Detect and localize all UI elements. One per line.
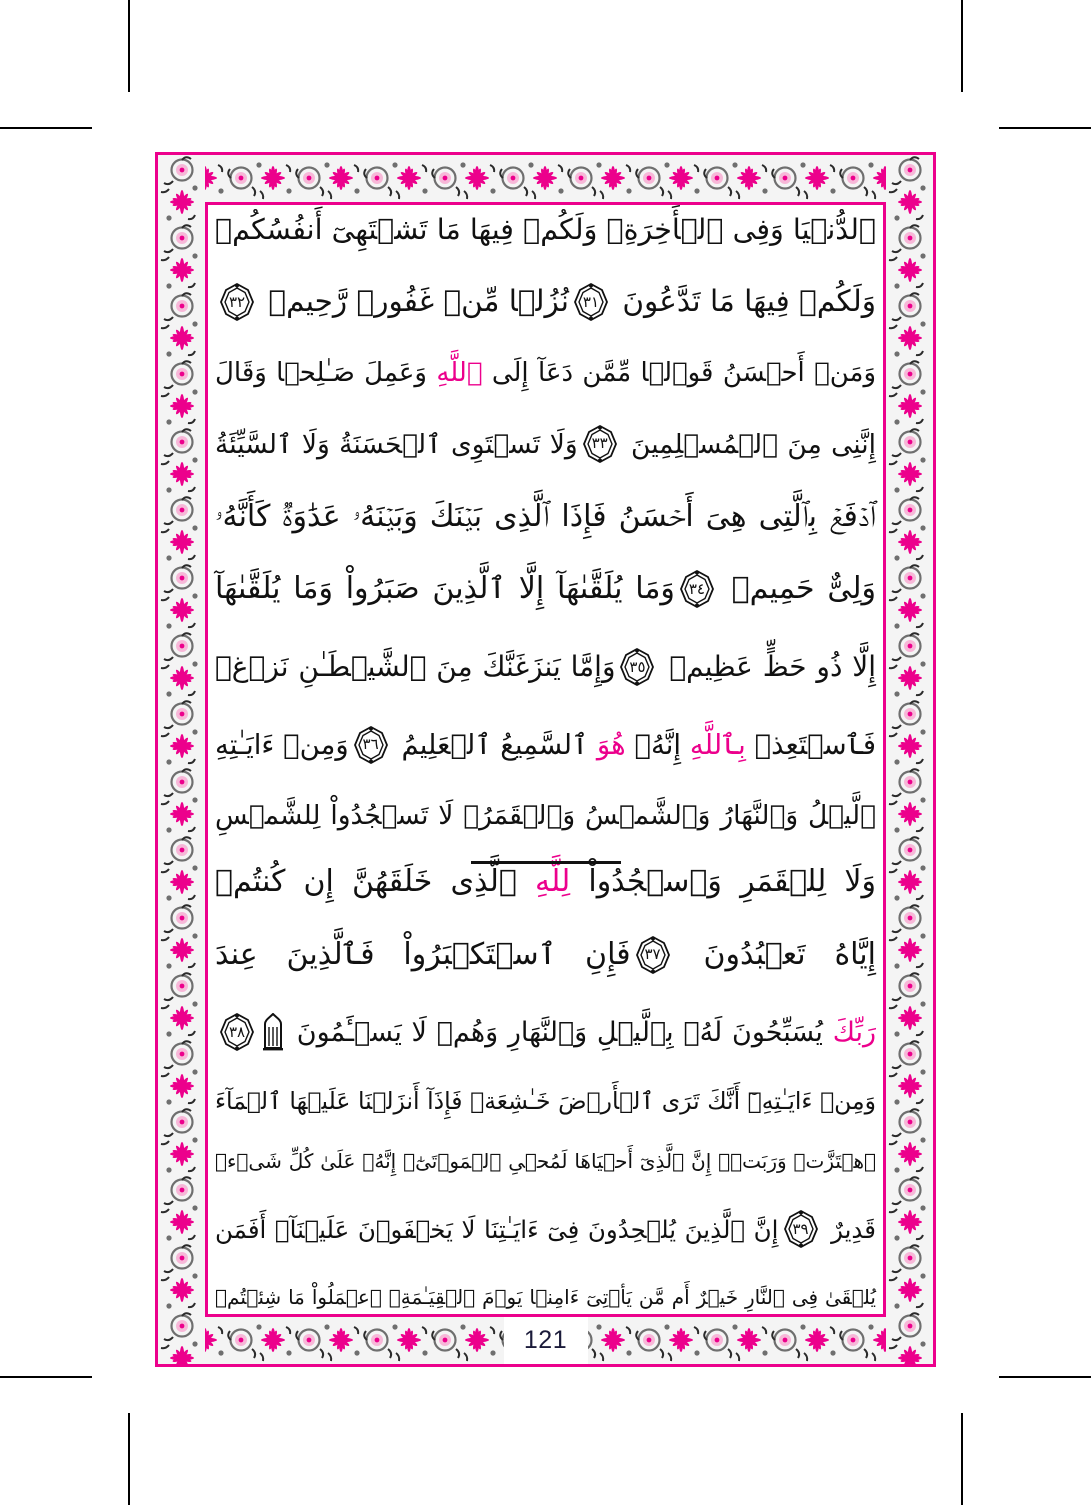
ayah-line	[215, 1087, 876, 1116]
border-ornament-tile	[362, 155, 430, 202]
ayah-text: وَإِمَّا يَنزَغَنَّكَ مِنَ ٱلشَّيۡطَـٰنِ نَزۡغࣱ	[215, 650, 616, 684]
ayah-text: وَمَنۡ أَحۡسَنُ قَوۡلࣰا مِّمَّن دَعَآ إِلَى	[491, 358, 877, 389]
border-ornament-tile	[886, 155, 933, 223]
ayah-number: ٣٥	[629, 657, 646, 676]
ayah-line	[215, 799, 876, 831]
crop-mark-bottom-left-horizontal	[0, 1376, 92, 1378]
border-ornament-tile	[158, 835, 205, 903]
ayah-text: ٱلَّذِى خَلَقَهُنَّ إِن كُنتُمۡ	[215, 863, 517, 899]
ayah-text: وَلَا تَسۡتَوِى ٱلۡحَسَنَةُ وَلَا ٱلسَّيِّئَةُ	[215, 428, 578, 460]
ayah-number: ٣٢	[228, 292, 246, 311]
border-ornament-tile	[158, 1039, 205, 1107]
crop-mark-bottom-right-horizontal	[999, 1376, 1091, 1378]
ayah-line	[215, 213, 876, 246]
ayah-text: وَلَا لِلۡقَمَرِ وَٱسۡجُدُواْ	[588, 863, 876, 899]
ayah-line	[215, 569, 876, 609]
ayah-text: يُلۡقَىٰ فِى ٱلنَّارِ خَيۡرٌ أَم مَّن يَأۡتِىٓ ءَامِنࣰا يَوۡمَ ٱلۡقِيَـٰمَةِۚ ٱعۡمَلُواْ مَا شِئۡتُمۡ	[215, 1284, 876, 1309]
border-ornament-tile	[770, 1317, 838, 1364]
border-ornament-tile	[770, 155, 838, 202]
border-ornament-tile	[158, 1311, 205, 1364]
rubricated-word: هُوَ	[596, 728, 626, 761]
ayah-text: نُزُلࣰا مِّنۡ غَفُورࣲ رَّحِيمࣲ	[268, 284, 569, 319]
ayah-text: فَٱسۡتَعِذۡ	[754, 728, 876, 761]
border-ornament-tile	[886, 971, 933, 1039]
ayah-line	[215, 1284, 876, 1309]
border-ornament-tile	[886, 631, 933, 699]
crop-mark-bottom-right-vertical	[961, 1413, 963, 1505]
border-ornament-tile	[886, 699, 933, 767]
crop-mark-top-right-vertical	[961, 0, 963, 92]
border-ornament-tile	[634, 155, 702, 202]
quran-text-block	[215, 208, 876, 1311]
crop-mark-top-left-horizontal	[0, 127, 92, 129]
sajdah-marker-icon	[262, 1013, 284, 1051]
ayah-marker	[677, 569, 717, 609]
crop-mark-top-left-vertical	[128, 0, 130, 92]
border-ornament-tile	[886, 1175, 933, 1243]
page-number: 121	[523, 1326, 568, 1354]
ayah-marker	[633, 935, 673, 975]
rubricated-word: رَبِّكَ	[832, 1017, 876, 1049]
border-ornament-tile	[158, 631, 205, 699]
ayah-number: ٣١	[582, 292, 600, 311]
crop-mark-top-right-horizontal	[999, 127, 1091, 129]
border-ornament-tile	[886, 359, 933, 427]
ayah-number: ٣٩	[792, 1219, 809, 1238]
rubricated-word: ٱللَّهِ	[436, 358, 483, 389]
ayah-marker	[617, 647, 657, 687]
ayah-text: ٱلسَّمِيعُ ٱلۡعَلِيمُ	[401, 728, 589, 761]
border-ornament-tile	[158, 291, 205, 359]
border-ornament-tile	[158, 1243, 205, 1311]
ayah-line	[215, 358, 877, 389]
border-ornament-tile	[158, 1175, 205, 1243]
ayah-line	[215, 725, 876, 765]
border-ornament-tile	[294, 1317, 362, 1364]
rubricated-word: لِلَّهِ	[535, 863, 571, 899]
mushaf-page	[155, 152, 936, 1367]
crop-mark-bottom-left-vertical	[128, 1413, 130, 1505]
ayah-line	[215, 498, 876, 534]
ayah-marker	[781, 1209, 821, 1249]
border-ornament-tile	[886, 835, 933, 903]
ayah-text: وَمِنۡ ءَايَـٰتِهِۦٓ أَنَّكَ تَرَى ٱلۡأَرۡضَ خَـٰشِعَةࣰ فَإِذَآ أَنزَلۡنَا عَلَيۡهَا ٱلۡمَآءَ	[215, 1087, 876, 1116]
border-ornament-tile	[886, 1243, 933, 1311]
ayah-line	[215, 1012, 876, 1052]
border-ornament-tile	[158, 155, 205, 223]
ayah-text: ٱهۡتَزَّتۡ وَرَبَتۡۚ إِنَّ ٱلَّذِىٓ أَحۡيَاهَا لَمُحۡىِ ٱلۡمَوۡتَىٰٓۚ إِنَّهُۥ عَلَىٰ كُلِّ شَىۡءࣲ	[215, 1149, 876, 1174]
border-ornament-tile	[566, 155, 634, 202]
ayah-marker	[571, 282, 611, 322]
border-ornament-tile	[498, 155, 566, 202]
border-ornament-tile	[158, 1107, 205, 1175]
ayah-line	[215, 1209, 876, 1249]
ayah-text: فَإِنِ ٱسۡتَكۡبَرُواْ فَٱلَّذِينَ عِندَ	[215, 936, 631, 972]
border-ornament-tile	[886, 1039, 933, 1107]
border-ornament-tile	[886, 1107, 933, 1175]
ayah-text: ٱلدُّنۡيَا وَفِى ٱلۡأَخِرَةِۖ وَلَكُمۡ فِيهَا مَا تَشۡتَهِىٓ أَنفُسُكُمۡ	[215, 213, 876, 246]
border-ornament-tile	[158, 563, 205, 631]
ayah-number: ٣٦	[362, 735, 379, 754]
ayah-text: ٱدۡفَعۡ بِٱلَّتِى هِىَ أَحۡسَنُ فَإِذَا ٱلَّذِى بَيۡنَكَ وَبَيۡنَهُۥ عَدَٰوَةࣱ كَأَنَّهُۥ	[215, 498, 876, 534]
border-ornament-tile	[294, 155, 362, 202]
ayah-marker	[351, 725, 391, 765]
border-ornament-tile	[886, 291, 933, 359]
ayah-text: وَعَمِلَ صَـٰلِحࣰا وَقَالَ	[215, 358, 427, 389]
ayah-marker	[217, 282, 257, 322]
border-ornament-tile	[226, 1317, 294, 1364]
ayah-text: وَلَكُمۡ فِيهَا مَا تَدَّعُونَ	[622, 284, 876, 319]
ayah-marker	[217, 1012, 257, 1052]
ayah-number: ٣٧	[644, 945, 661, 964]
ayah-line	[215, 424, 876, 464]
ayah-text: وَمِنۡ ءَايَـٰتِهِ	[215, 728, 349, 761]
ayah-text: إِلَّا ذُو حَظٍّ عَظِيمࣲ	[669, 650, 877, 684]
border-ornament-tile	[886, 427, 933, 495]
rubricated-word: بِٱللَّهِ	[689, 728, 746, 761]
ayah-line	[215, 935, 876, 975]
border-ornament-tile	[702, 155, 770, 202]
sajdah-overline-rule	[471, 861, 621, 864]
border-ornament-tile	[158, 971, 205, 1039]
border-ornament-tile	[158, 767, 205, 835]
ayah-number: ٣٤	[688, 579, 705, 598]
border-ornament-tile	[886, 223, 933, 291]
border-ornament-tile	[158, 699, 205, 767]
ayah-text: إِنَّنِى مِنَ ٱلۡمُسۡلِمِينَ	[631, 428, 876, 460]
page-number-gap	[504, 1317, 588, 1364]
border-ornament-tile	[158, 903, 205, 971]
border-ornament-tile	[886, 1311, 933, 1364]
ayah-marker	[580, 424, 620, 464]
ayah-line	[215, 863, 876, 899]
ayah-text: وَلِىٌّ حَمِيمࣱ	[731, 571, 876, 607]
border-ornament-tile	[158, 223, 205, 291]
ayah-text: قَدِيرٌ	[831, 1215, 876, 1245]
border-ornament-tile	[430, 1317, 498, 1364]
border-ornament-tile	[634, 1317, 702, 1364]
border-band-left	[158, 155, 205, 1364]
ayah-text: وَمَا يُلَقَّىٰهَآ إِلَّا ٱلَّذِينَ صَبَرُواْ وَمَا يُلَقَّىٰهَآ	[215, 571, 675, 607]
ayah-line	[215, 647, 876, 687]
ayah-line	[215, 1149, 876, 1174]
ayah-text: إِيَّاهُ تَعۡبُدُونَ	[703, 936, 876, 972]
ayah-number: ٣٣	[591, 434, 608, 453]
border-ornament-tile	[362, 1317, 430, 1364]
border-ornament-tile	[886, 495, 933, 563]
border-ornament-tile	[886, 563, 933, 631]
border-ornament-tile	[226, 155, 294, 202]
ayah-text: إِنَّهُۥ	[634, 728, 682, 761]
border-ornament-tile	[886, 903, 933, 971]
ayah-number: ٣٨	[228, 1022, 246, 1041]
ayah-text: إِنَّ ٱلَّذِينَ يُلۡحِدُونَ فِىٓ ءَايَـٰتِنَا لَا يَخۡفَوۡنَ عَلَيۡنَآۗ أَفَمَن	[215, 1215, 779, 1245]
border-band-right	[886, 155, 933, 1364]
border-ornament-tile	[158, 359, 205, 427]
border-ornament-tile	[158, 427, 205, 495]
ayah-text: يُسَبِّحُونَ لَهُۥ بِٱلَّيۡلِ وَٱلنَّهَارِ وَهُمۡ لَا يَسۡـَٔمُونَ	[296, 1017, 823, 1049]
border-ornament-tile	[430, 155, 498, 202]
border-band-top	[158, 155, 933, 202]
border-ornament-tile	[886, 767, 933, 835]
ayah-line	[215, 282, 876, 322]
border-ornament-tile	[158, 495, 205, 563]
ayah-text: ٱلَّيۡلُ وَٱلنَّهَارُ وَٱلشَّمۡسُ وَٱلۡقَمَرُۚ لَا تَسۡجُدُواْ لِلشَّمۡسِ	[215, 799, 876, 831]
border-ornament-tile	[702, 1317, 770, 1364]
